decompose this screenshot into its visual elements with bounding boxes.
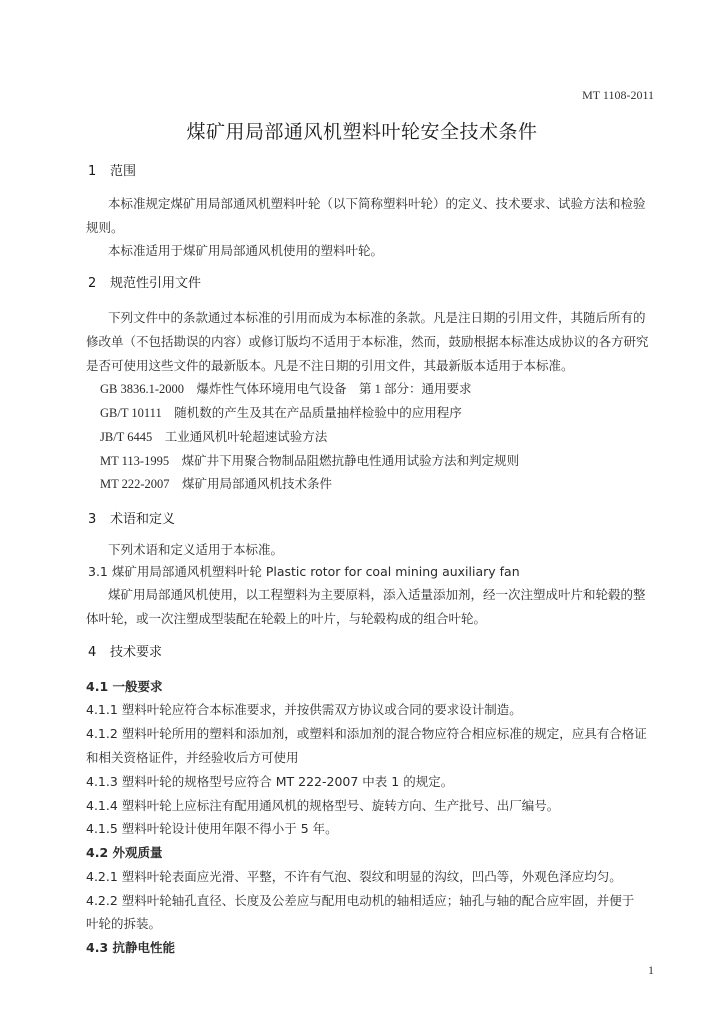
paragraph-line: 规则。 [86,220,124,235]
reference-item: MT 113-1995 煤矿井下用聚合物制品阻燃抗静电性通用试验方法和判定规则 [100,454,520,468]
clause: 4.1.3 塑料叶轮的规格型号应符合 MT 222-2007 中表 1 的规定。 [86,774,454,789]
section-title: 技术要求 [110,645,163,660]
clause: 4.1.1 塑料叶轮应符合本标准要求，并按供需双方协议或合同的要求设计制造。 [86,702,522,717]
reference-item: GB/T 10111 随机数的产生及其在产品质量抽样检验中的应用程序 [100,406,462,420]
page-number: 1 [648,963,654,977]
section-title: 规范性引用文件 [110,276,202,291]
clause-continuation: 叶轮的拆装。 [86,916,162,931]
section-title: 范围 [110,164,137,179]
subsection-heading: 4.2 外观质量 [86,845,163,860]
section-number: 1 [88,164,97,179]
paragraph-line: 是否可使用这些文件的最新版本。凡是不注日期的引用文件，其最新版本适用于本标准。 [86,358,574,373]
clause: 4.1.2 塑料叶轮所用的塑料和添加剂，或塑料和添加剂的混合物应符合相应标准的规定，应具有合格证 [86,726,647,741]
paragraph-line: 下列术语和定义适用于本标准。 [108,542,284,557]
paragraph-line: 下列文件中的条款通过本标准的引用而成为本标准的条款。凡是注日期的引用文件，其随后所有的 [108,310,646,325]
paragraph-line: 修改单（不包括勘误的内容）或修订版均不适用于本标准，然而，鼓励根据本标准达成协议的各方研究 [86,334,649,349]
clause: 4.2.1 塑料叶轮表面应光滑、平整，不许有气泡、裂纹和明显的沟纹，凹凸等，外观色泽应均匀。 [86,869,622,884]
clause: 4.2.2 塑料叶轮轴孔直径、长度及公差应与配用电动机的轴相适应；轴孔与轴的配合应牢固，并便于 [86,893,635,908]
section-1-heading [88,164,136,180]
section-3-heading [88,512,175,528]
reference-item: JB/T 6445 工业通风机叶轮超速试验方法 [100,430,328,444]
term-heading: 3.1 煤矿用局部通风机塑料叶轮 Plastic rotor for coal mining auxiliary fan [88,564,520,579]
clause: 4.1.4 塑料叶轮上应标注有配用通风机的规格型号、旋转方向、生产批号、出厂编号。 [86,798,560,813]
paragraph-line: 体叶轮，或一次注塑成型装配在轮毂上的叶片，与轮毂构成的组合叶轮。 [86,611,487,626]
section-2-heading [88,276,201,292]
subsection-heading: 4.3 抗静电性能 [86,940,175,955]
section-4-heading [88,645,162,661]
clause-continuation: 和相关资格证件，并经验收后方可使用 [86,750,299,765]
reference-item: MT 222-2007 煤矿用局部通风机技术条件 [100,477,333,491]
section-number: 4 [88,645,97,660]
section-title: 术语和定义 [110,512,176,527]
subsection-heading: 4.1 一般要求 [86,679,163,694]
document-title: 煤矿用局部通风机塑料叶轮安全技术条件 [186,121,538,143]
section-number: 3 [88,512,97,527]
paragraph-line: 本标准规定煤矿用局部通风机塑料叶轮（以下简称塑料叶轮）的定义、技术要求、试验方法和检验 [108,196,646,211]
section-number: 2 [88,276,97,291]
paragraph-line: 本标准适用于煤矿用局部通风机使用的塑料叶轮。 [108,243,384,258]
paragraph-line: 煤矿用局部通风机使用，以工程塑料为主要原料，添入适量添加剂，经一次注塑成叶片和轮毂的整 [108,587,646,602]
standard-code: MT 1108-2011 [582,88,654,102]
reference-item: GB 3836.1-2000 爆炸性气体环境用电气设备 第 1 部分：通用要求 [100,382,472,396]
clause: 4.1.5 塑料叶轮设计使用年限不得小于 5 年。 [86,821,338,836]
